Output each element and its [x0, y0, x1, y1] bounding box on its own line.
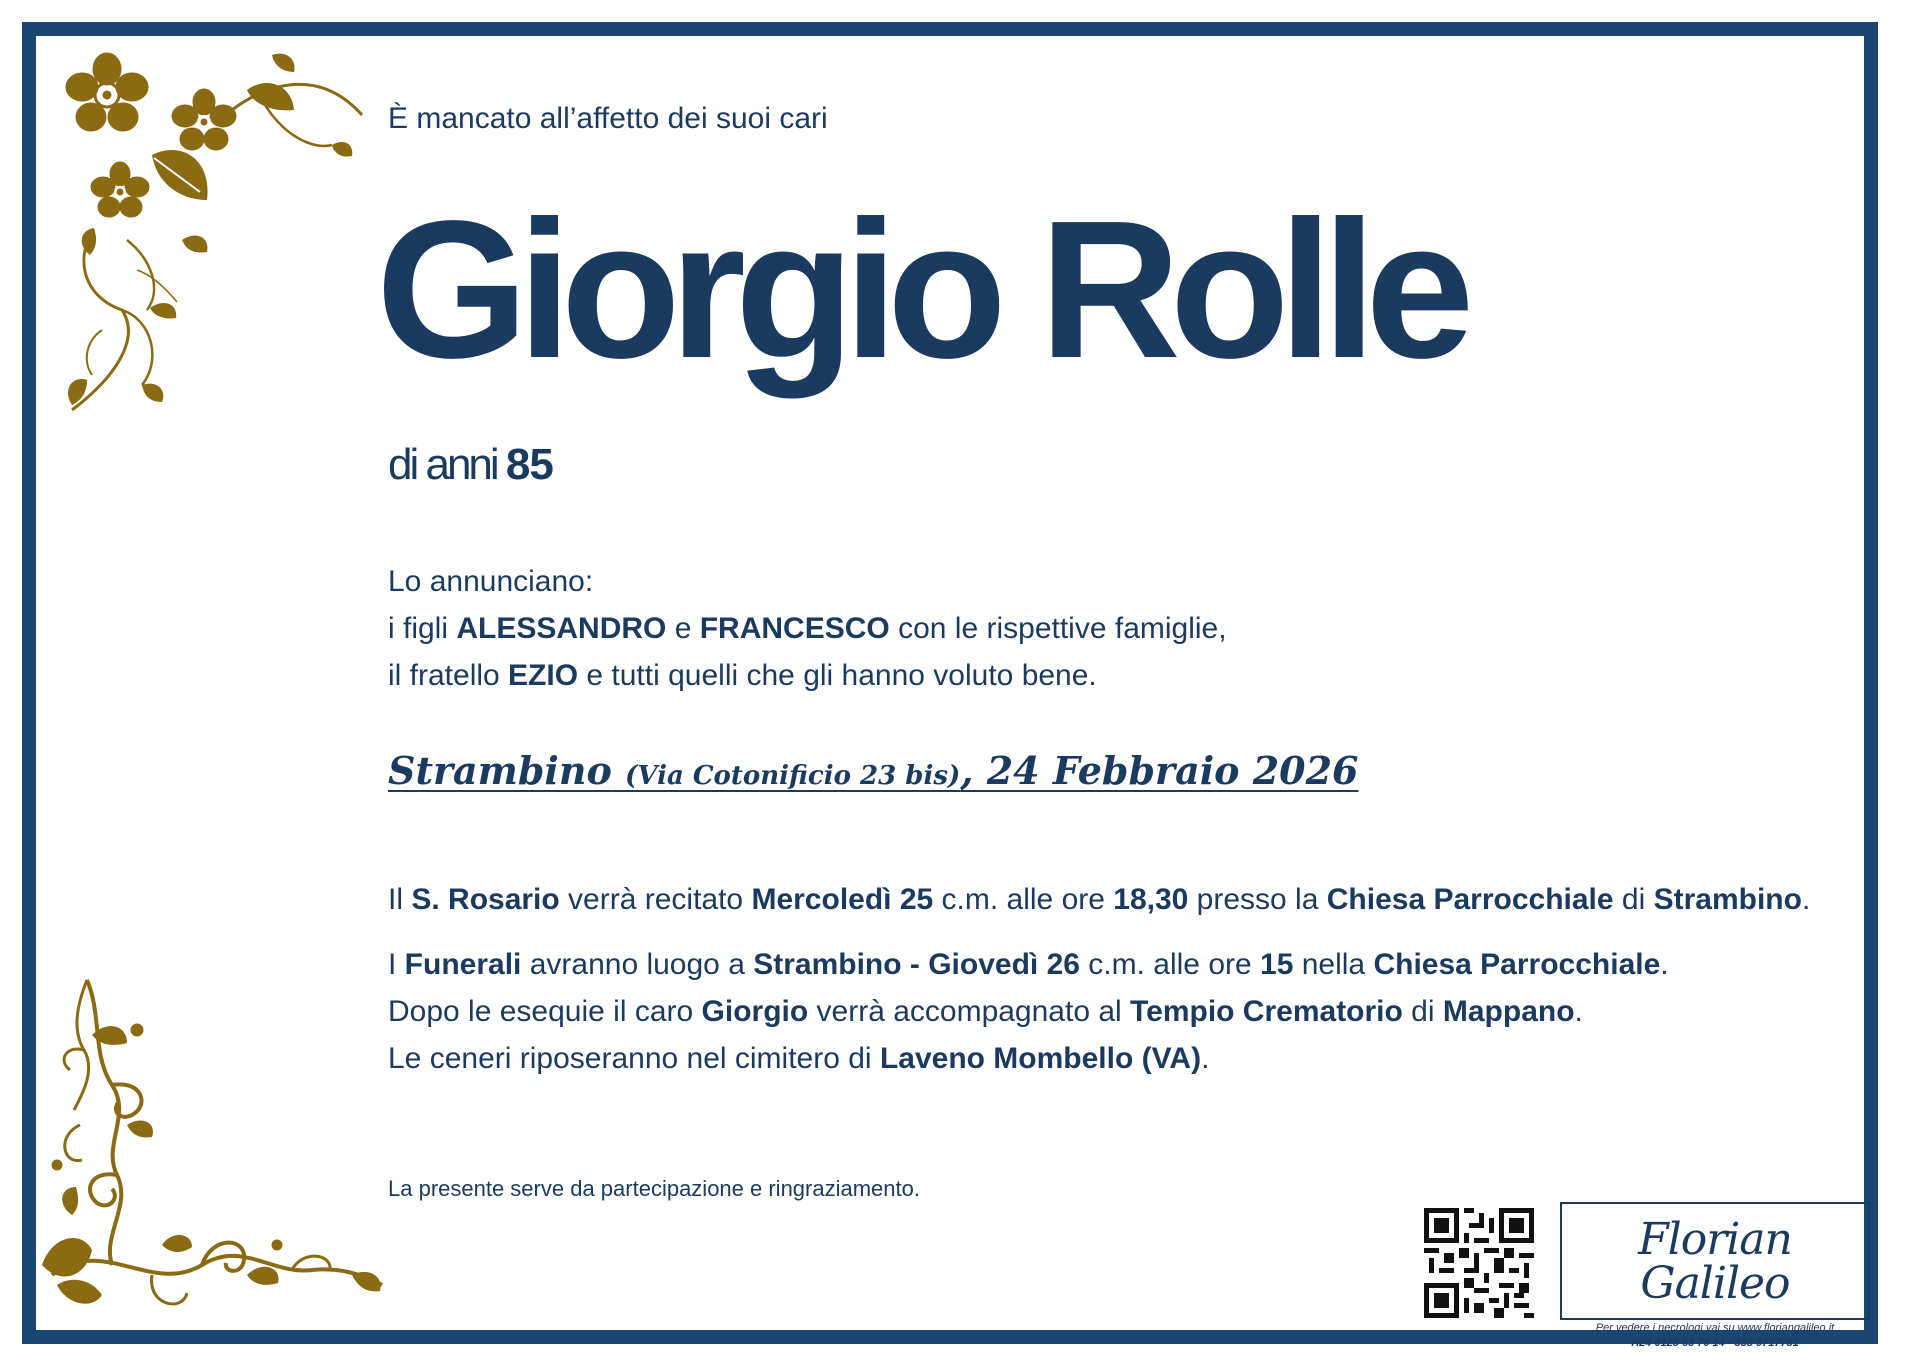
bold-text: 18,30: [1113, 883, 1189, 916]
text: I: [388, 948, 405, 981]
funerali-line: [388, 941, 1810, 988]
text: c.m. alle ore: [1079, 948, 1261, 981]
bold-text: 15: [1260, 948, 1294, 981]
text: presso la: [1188, 883, 1327, 916]
age-value: 85: [505, 440, 553, 489]
text: .: [1201, 1042, 1210, 1075]
text: di: [1402, 995, 1443, 1028]
rites-block: [388, 876, 1810, 1082]
text: e: [666, 612, 700, 645]
bold-text: Chiesa Parrocchiale: [1373, 948, 1661, 981]
bold-text: Funerali: [404, 948, 522, 981]
bold-text: Chiesa Parrocchiale: [1326, 883, 1614, 916]
bold-text: Strambino: [1653, 883, 1802, 916]
esequie-line: [388, 988, 1810, 1035]
son-name-2: FRANCESCO: [699, 612, 890, 645]
text: c.m. alle ore: [933, 883, 1114, 916]
bold-text: Strambino - Giovedì 26: [753, 948, 1080, 981]
text: di: [1613, 883, 1654, 916]
qr-code[interactable]: [1424, 1208, 1534, 1318]
address: (Via Cotonificio 23 bis): [625, 761, 961, 791]
text: Dopo le esequie il caro: [388, 995, 702, 1028]
logo-phone-line: H24 0125 63 70 14 - 338 9717781: [1631, 1337, 1799, 1349]
deceased-name: Giorgio Rolle: [376, 180, 1464, 399]
text: Le ceneri riposeranno nel cimitero di: [388, 1042, 880, 1075]
bold-text: Giorgio: [701, 995, 809, 1028]
text: .: [1660, 948, 1669, 981]
text: verrà recitato: [559, 883, 752, 916]
announce-line-3: [388, 652, 1227, 699]
text: Il: [388, 883, 412, 916]
text: il fratello: [388, 659, 509, 692]
place-and-date: [388, 748, 1358, 793]
bold-text: Tempio Crematorio: [1130, 995, 1403, 1028]
announcement-block: [388, 558, 1227, 699]
date: , 24 Febbraio 2026: [960, 748, 1359, 793]
text: nella: [1293, 948, 1374, 981]
text: .: [1801, 883, 1811, 916]
son-name-1: ALESSANDRO: [456, 612, 667, 645]
ceneri-line: [388, 1035, 1810, 1082]
footer-note: La presente serve da partecipazione e ringraziamento.: [388, 1176, 920, 1201]
bold-text: S. Rosario: [411, 883, 560, 916]
age-prefix: di anni: [388, 440, 497, 489]
intro-line: È mancato all’affetto dei suoi cari: [388, 102, 828, 135]
town: Strambino: [388, 748, 612, 793]
text: e tutti quelli che gli hanno voluto bene.: [578, 659, 1097, 692]
bold-text: Mappano: [1442, 995, 1575, 1028]
floral-ornament-top-left: [32, 40, 372, 420]
text: avranno luogo a: [521, 948, 754, 981]
text: i figli: [388, 612, 457, 645]
funeral-home-logo: [1560, 1202, 1870, 1349]
text: con le rispettive famiglie,: [889, 612, 1227, 645]
age-line: [388, 440, 553, 490]
logo-name: Florian Galileo: [1638, 1214, 1792, 1309]
bold-text: Laveno Mombello (VA): [879, 1042, 1202, 1075]
brother-name: EZIO: [508, 659, 579, 692]
announce-line-2: [388, 605, 1227, 652]
scroll-ornament-bottom-left: [32, 975, 392, 1315]
announce-line-1: Lo annunciano:: [388, 565, 594, 598]
bold-text: Mercoledì 25: [751, 883, 934, 916]
rosario-line: [388, 876, 1810, 923]
text: verrà accompagnato al: [808, 995, 1131, 1028]
text: .: [1574, 995, 1583, 1028]
logo-website-line: Per vedere i necrologi vai su www.floriangalileo.it: [1595, 1322, 1835, 1334]
